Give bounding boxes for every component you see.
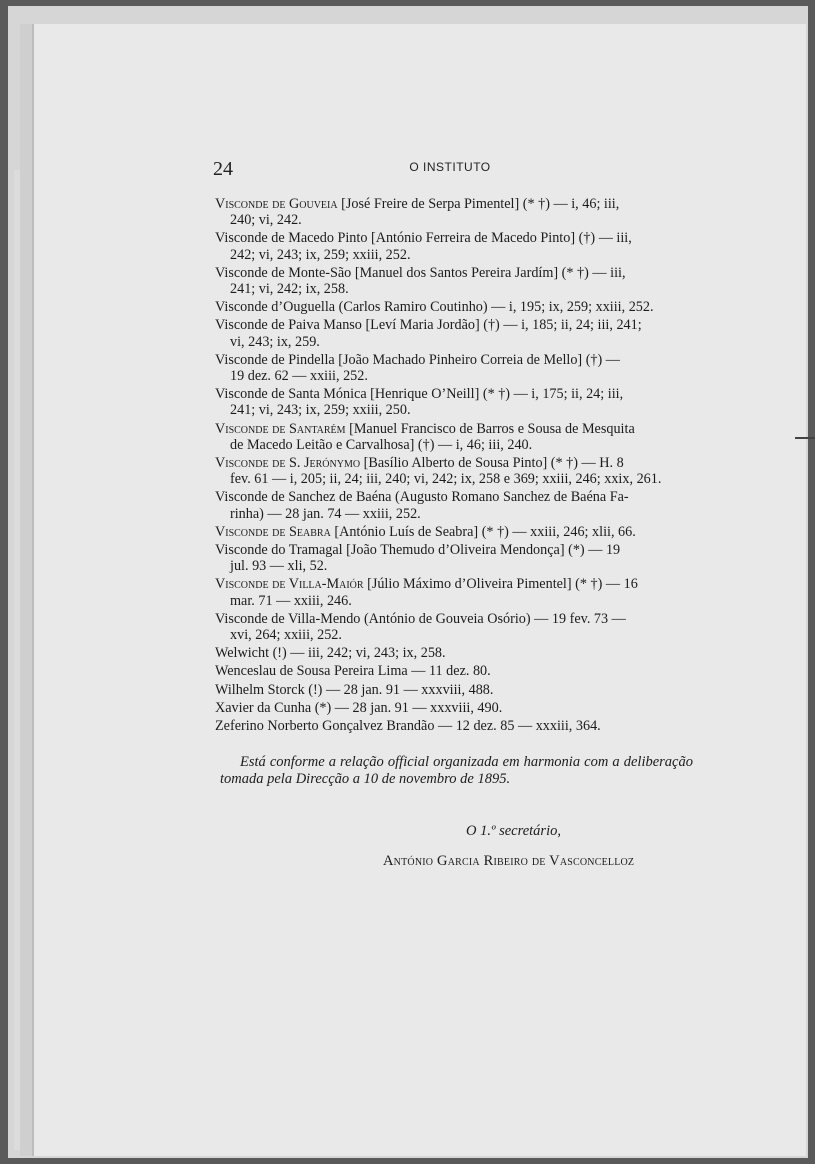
list-item [215,576,693,608]
entry-continuation: rinha) — 28 jan. 74 — xxiii, 252. [230,505,421,522]
list-item [215,196,693,228]
list-item [215,299,693,315]
list-item [215,317,693,349]
entry-continuation: 241; vi, 243; ix, 259; xxiii, 250. [230,402,411,419]
signature-name: António Garcia Ribeiro de Vasconcelloz [383,853,635,869]
list-item [215,421,693,453]
entry-continuation: vi, 243; ix, 259. [230,333,320,350]
entry-text: [Basílio Alberto de Sousa Pinto] (* †) — H. 8 [360,455,624,472]
entry-continuation: jul. 93 — xli, 52. [230,558,328,575]
entry-heading: Visconde de Villa-Mendo [215,610,361,627]
margin-mark [795,437,815,439]
entry-heading: Wenceslau de Sousa Pereira Lima [215,663,408,680]
entry-text: (Augusto Romano Sanchez de Baéna Fa- [391,489,629,506]
entry-continuation: xvi, 264; xxiii, 252. [230,627,342,644]
entry-heading: Visconde de Gouveia [215,196,338,212]
closing-note: Está conforme a relação official organizada em harmonia com a deliberação tomada pela Direcção a 10 de novembro de 1895. [220,754,693,787]
entry-text: (António de Gouveia Osório) — 19 fev. 73 — [360,610,626,627]
list-item [215,352,693,384]
entry-continuation: mar. 71 — xxiii, 246. [230,592,352,609]
list-item [215,611,693,643]
entry-heading: Visconde d’Ouguella [215,299,336,316]
list-item [215,663,693,679]
entry-text: [Henrique O’Neill] (* †) — i, 175; ii, 24; iii, [366,386,624,403]
running-title: O INSTITUTO [409,160,491,174]
entry-heading: Visconde de S. Jerónymo [215,455,361,472]
list-item [215,265,693,297]
entry-heading: Visconde de Paiva Manso [215,317,362,334]
signature-title: O 1.º secretário, [466,823,561,839]
entry-heading: Visconde de Santarém [215,420,346,437]
entry-heading: Visconde do Tramagal [215,542,343,559]
entry-text: [Manuel Francisco de Barros e Sousa de Mesquita [345,420,635,437]
entry-text: [João Machado Pinheiro Correia de Mello] (†) — [334,351,620,368]
entry-text: — 11 dez. 80. [407,663,491,680]
entry-heading: Visconde de Macedo Pinto [215,230,368,247]
list-item [215,230,693,262]
entry-heading: Wilhelm Storck [215,681,305,698]
entry-heading: Visconde de Sanchez de Baéna [215,489,392,506]
entry-heading: Xavier da Cunha [215,699,312,716]
entry-continuation: 241; vi, 242; ix, 258. [230,281,349,298]
list-item [215,700,693,716]
list-item [215,455,693,487]
entry-heading: Welwicht [215,645,270,662]
entry-text: (*) — 28 jan. 91 — xxxviii, 490. [311,699,503,716]
entry-text: [Manuel dos Santos Pereira Jardím] (* †) — iii, [351,264,626,281]
entry-text: (Carlos Ramiro Coutinho) — i, 195; ix, 259; xxiii, 252. [335,299,654,316]
entry-list [215,196,693,736]
list-item [215,524,693,540]
entry-heading: Visconde de Seabra [215,523,331,540]
list-item [215,386,693,418]
entry-continuation: 19 dez. 62 — xxiii, 252. [230,368,368,385]
entry-text: [António Ferreira de Macedo Pinto] (†) — iii, [367,230,632,247]
entry-continuation: 242; vi, 243; ix, 259; xxiii, 252. [230,246,411,263]
list-item [215,682,693,698]
entry-heading: Visconde de Villa-Maiór [215,576,364,593]
entry-text: [João Themudo d’Oliveira Mendonça] (*) — 19 [342,542,621,559]
list-item [215,542,693,574]
entry-text: (!) — iii, 242; vi, 243; ix, 258. [269,645,446,662]
entry-heading: Zeferino Norberto Gonçalvez Brandão [215,718,435,735]
entry-heading: Visconde de Santa Mónica [215,386,367,403]
page-number: 24 [213,158,233,180]
entry-heading: Visconde de Pindella [215,351,335,368]
entry-heading: Visconde de Monte-São [215,264,352,281]
list-item [215,718,693,734]
list-item [215,489,693,521]
page-edge [14,170,35,1150]
entry-text: [António Luís de Seabra] (* †) — xxiii, 246; xlii, 66. [330,523,636,540]
list-item [215,645,693,661]
entry-continuation: de Macedo Leitão e Carvalhosa] (†) — i, 46; iii, 240. [230,436,533,453]
entry-continuation: 240; vi, 242. [230,212,302,229]
entry-continuation: fev. 61 — i, 205; ii, 24; iii, 240; vi, 242; ix, 258 e 369; xxiii, 246; xxix, 261. [230,471,662,488]
entry-text: (!) — 28 jan. 91 — xxxviii, 488. [304,681,494,698]
entry-text: [Leví Maria Jordão] (†) — i, 185; ii, 24; iii, 241; [361,317,642,334]
entry-text: [José Freire de Serpa Pimentel] (* †) — i, 46; iii, [337,196,620,212]
entry-text: [Júlio Máximo d’Oliveira Pimentel] (* †) — 16 [363,576,638,593]
entry-text: — 12 dez. 85 — xxxiii, 364. [434,718,601,735]
